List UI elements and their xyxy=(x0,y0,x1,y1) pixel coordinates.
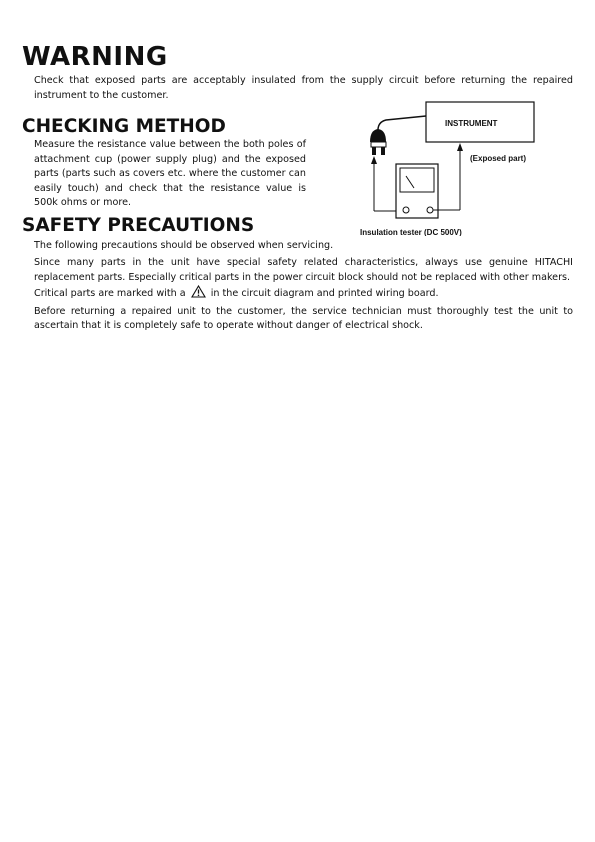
safety-precautions-body xyxy=(34,239,573,336)
safety-paragraph-1: The following precautions should be observed when servicing. xyxy=(34,240,334,251)
safety-paragraph-2 xyxy=(34,256,573,302)
warning-text: Check that exposed parts are acceptably insulated from the supply circuit before returning the repaired instrument to the customer. xyxy=(34,75,573,101)
safety-marker-before: Critical parts are marked with a xyxy=(34,288,186,300)
power-plug-icon xyxy=(370,129,386,155)
checking-method-heading: CHECKING METHOD xyxy=(22,116,226,137)
insulation-test-diagram xyxy=(356,96,556,236)
checking-method-text: Measure the resistance value between the both poles of attachment cup (power supply plug) and the exposed parts (parts such as covers etc. where the customer can easily touch) and check that the resistance value is 500k ohms or more. xyxy=(34,139,306,209)
insulation-tester-label: Insulation tester (DC 500V) xyxy=(360,228,462,236)
insulation-tester-icon xyxy=(396,164,438,218)
instrument-label: INSTRUMENT xyxy=(445,119,498,128)
power-cord xyxy=(378,116,426,130)
exposed-part-label: (Exposed part) xyxy=(470,154,527,163)
safety-paragraph-2-text: Since many parts in the unit have special safety related characteristics, always use genuine HITACHI replacement parts. Especially critical parts in the power circuit block should not be replaced with other makers. xyxy=(34,257,573,283)
warning-heading: WARNING xyxy=(22,42,168,72)
safety-paragraph-4: Before returning a repaired unit to the customer, the service technician must thoroughly test the unit to ascertain that it is completely safe to operate without danger of electrical shock. xyxy=(34,305,573,332)
safety-marker-after: in the circuit diagram and printed wiring board. xyxy=(210,288,439,300)
warning-triangle-icon xyxy=(191,285,206,298)
safety-precautions-heading: SAFETY PRECAUTIONS xyxy=(22,215,255,236)
